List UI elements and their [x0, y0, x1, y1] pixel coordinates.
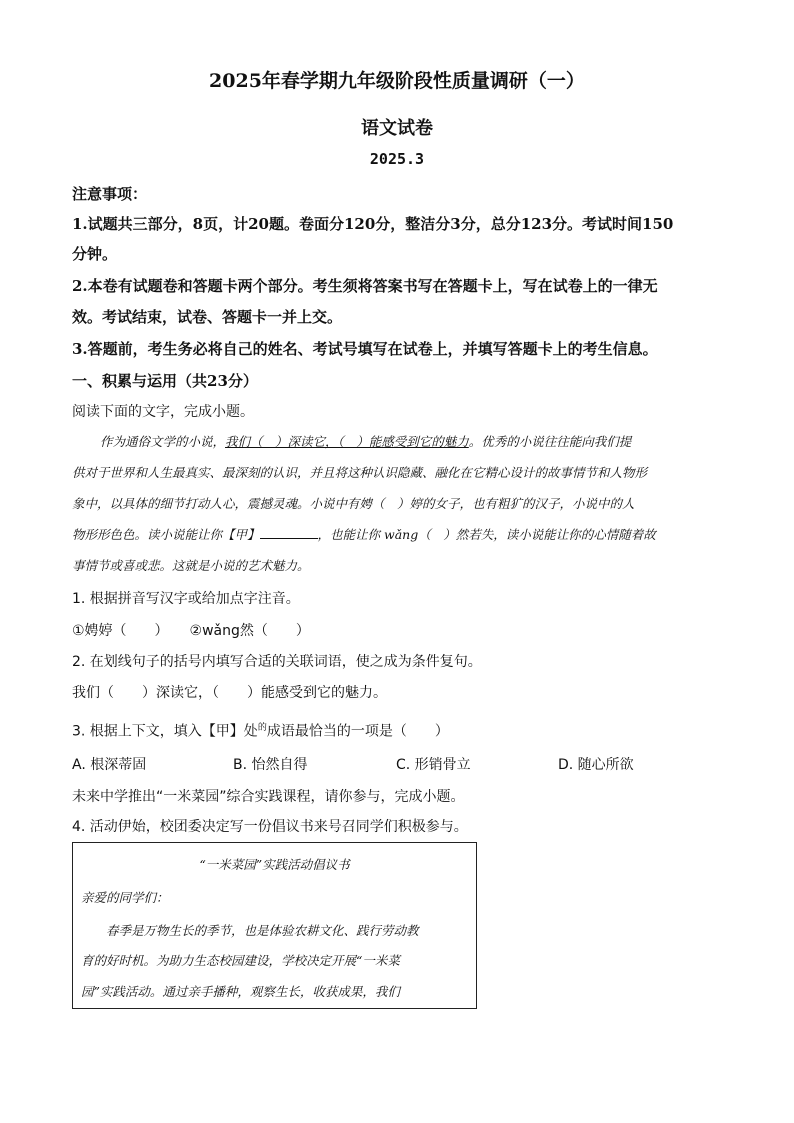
question-4: 4. 活动伊始，校团委决定写一份倡议书来号召同学们积极参与。 — [72, 819, 468, 835]
passage-text: 物形形色色。读小说能让你【甲】 — [72, 527, 260, 542]
question-3-text: 3. 根据上下文，填入【甲】处 — [72, 723, 258, 740]
option-c: C. 形销骨立 — [396, 757, 471, 773]
question-3-text: 成语最恰当的一项是（ ） — [266, 723, 449, 740]
intro-paragraph: 未来中学推出“一米菜园”综合实践课程，请你参与，完成小题。 — [72, 789, 465, 805]
proposal-box — [72, 842, 477, 1009]
passage-line-4 — [72, 519, 722, 550]
notice-heading: 注意事项： — [72, 185, 148, 203]
proposal-line-2: 育的好时机。为助力生态校园建设，学校决定开展“一米菜 — [81, 953, 400, 968]
passage-text: 。优秀的小说往往能向我们提 — [468, 434, 632, 449]
question-3-superscript: 的 — [257, 723, 267, 733]
reading-passage — [72, 426, 722, 581]
notice-item-2-line-2: 效。考试结束，试卷、答题卡一并上交。 — [72, 308, 343, 326]
proposal-line-1: 春季是万物生长的季节，也是体验农耕文化、践行劳动教 — [81, 923, 419, 938]
passage-line-3: 象中，以具体的细节打动人心，震撼灵魂。小说中有娉（ ）婷的女子，也有粗犷的汉子，小说中的人 — [72, 496, 635, 511]
notice-item-2-line-1: 2.本卷有试题卷和答题卡两个部分。考生须将答案书写在答题卡上，写在试卷上的一律无 — [72, 277, 658, 295]
passage-line-5: 事情节或喜或悲。这就是小说的艺术魅力。 — [72, 558, 310, 573]
passage-line-1 — [72, 426, 722, 457]
notice-item-3: 3.答题前，考生务必将自己的姓名、考试号填写在试卷上，并填写答题卡上的考生信息。 — [72, 340, 658, 358]
proposal-title: “一米菜园”实践活动倡议书 — [199, 857, 350, 872]
question-1: 1. 根据拼音写汉字或给加点字注音。 — [72, 591, 300, 607]
notice-item-1-line-1: 1.试题共三部分，8页，计20题。卷面分120分，整洁分3分，总分123分。考试时间150 — [72, 215, 674, 233]
proposal-line-3: 园”实践活动。通过亲手播种，观察生长，收获成果，我们 — [81, 984, 400, 999]
question-3 — [72, 720, 732, 741]
proposal-greeting: 亲爱的同学们： — [81, 890, 169, 905]
option-a: A. 根深蒂固 — [72, 757, 147, 773]
option-d: D. 随心所欲 — [558, 757, 634, 773]
question-2: 2. 在划线句子的括号内填写合适的关联词语，使之成为条件复句。 — [72, 654, 482, 670]
passage-text: 作为通俗文学的小说， — [100, 434, 226, 449]
exam-date: 2025.3 — [369, 150, 425, 168]
question-2-sentence: 我们（ ）深读它，（ ）能感受到它的魅力。 — [72, 685, 387, 701]
section-heading: 一、积累与运用（共23分） — [72, 372, 258, 390]
question-1-items: ①娉婷（ ） ②wǎng然（ ） — [72, 623, 310, 639]
exam-subtitle: 语文试卷 — [361, 118, 433, 139]
passage-line-2: 供对于世界和人生最真实、最深刻的认识，并且将这种认识隐藏、融化在它精心设计的故事情节和人物形 — [72, 465, 648, 480]
section-instruction: 阅读下面的文字，完成小题。 — [72, 404, 254, 420]
option-b: B. 怡然自得 — [233, 757, 308, 773]
notice-item-1-line-2: 分钟。 — [72, 245, 118, 263]
exam-title: 2025年春学期九年级阶段性质量调研（一） — [209, 70, 585, 92]
answer-blank — [260, 524, 318, 539]
underlined-sentence: 我们（ ）深读它，（ ）能感受到它的魅力 — [225, 434, 469, 449]
passage-text: ，也能让你 wǎng（ ）然若失，读小说能让你的心情随着故 — [317, 527, 656, 542]
